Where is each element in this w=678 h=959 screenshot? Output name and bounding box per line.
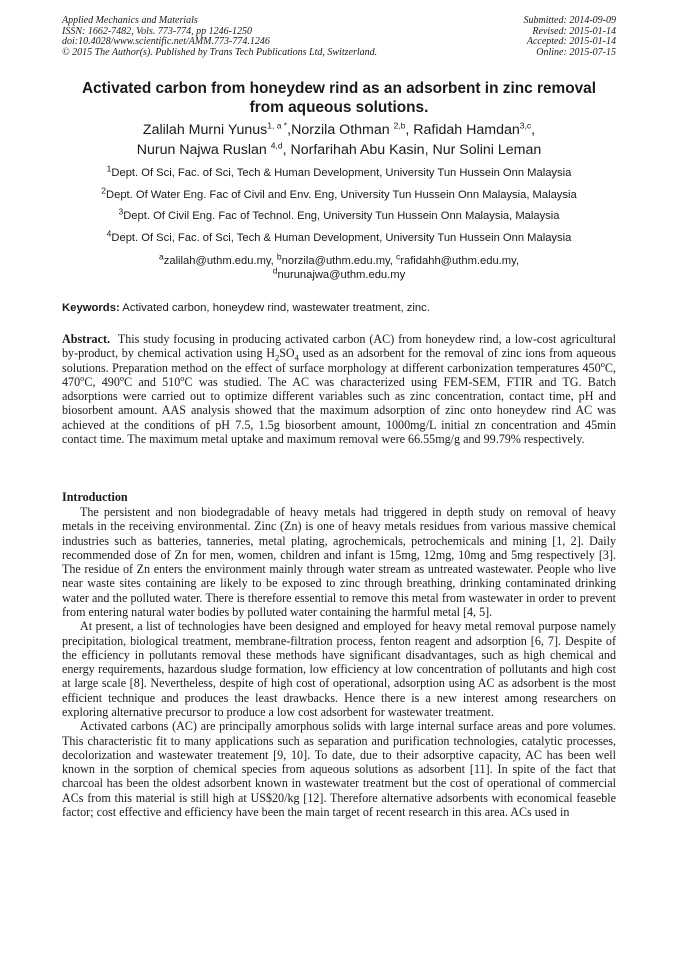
- author-name: Nur Solini Leman: [432, 141, 542, 158]
- abstract: [62, 332, 616, 446]
- abstract-paragraph: [62, 332, 616, 446]
- email-line-1: [40, 251, 638, 269]
- paper-title: [40, 79, 638, 117]
- affiliation-text: Dept. Of Sci, Fac. of Sci, Tech & Human Development, University Tun Hussein Onn Malaysia: [111, 167, 572, 179]
- subscript: 2: [274, 352, 280, 363]
- title-line-2: from aqueous solutions.: [249, 99, 429, 116]
- abstract-text: C, 490: [84, 374, 120, 389]
- affiliation-number: 1: [106, 163, 112, 174]
- date-submitted: Submitted: 2014-09-09: [523, 15, 616, 26]
- affiliation-2: [20, 185, 658, 202]
- abstract-text: C and 510: [124, 374, 181, 389]
- author-name: Norfarihah Abu Kasin: [290, 141, 425, 158]
- introduction-heading: Introduction: [62, 490, 128, 504]
- email-marker: c: [396, 251, 401, 262]
- journal-name: Applied Mechanics and Materials: [62, 15, 198, 26]
- email-line-2: [40, 264, 638, 283]
- email-link[interactable]: norzila@uthm.edu.my,: [281, 255, 396, 267]
- date-online: Online: 2015-07-15: [536, 46, 616, 58]
- subscript: 4: [294, 352, 299, 363]
- intro-paragraph-3: Activated carbons (AC) are principally amorphous solids with large internal surface areas and pore volumes. This characteristic fit to many applications such as separation and purification technologies, catalytic processes, decolorization and wastewater treatement [9, 10]. To date, due to their adsorptive capacity, AC has been well known in the sorption of chemical species from aqueous solutions as adsorbent [11]. In spite of the fact that charcoal has been the oldest adsorbent known in wastewater treatment but the cost of operational of commercial ACs from this material is still high at US$20/kg [12]. Therefore alternative adsorbents with economical feaseble factor; cost effective and efficiency have been the main target of recent research in this area. ACs used in: [62, 719, 616, 819]
- email-link[interactable]: rafidahh@uthm.edu.my,: [400, 255, 519, 267]
- abstract-text: C, 470: [62, 360, 616, 389]
- journal-issn: ISSN: 1662-7482, Vols. 773-774, pp 1246-1250: [62, 25, 252, 37]
- email-link[interactable]: nurunajwa@uthm.edu.my: [277, 268, 406, 281]
- keywords: [62, 302, 618, 314]
- affiliation-1: [20, 163, 658, 180]
- affiliation-number: 3: [118, 206, 124, 217]
- affiliation-number: 2: [101, 185, 107, 196]
- affiliation-text: Dept. Of Civil Eng. Fac of Technol. Eng, University Tun Hussein Onn Malaysia, Malaysia: [123, 210, 560, 222]
- abstract-text: This study focusing in producing activated carbon (AC) from honeydew rind, a low-cost agricultural by-product, by chemical activation using H: [62, 332, 617, 361]
- author-affil-marker: 1, a *: [267, 120, 288, 131]
- date-revised: Revised: 2015-01-14: [532, 25, 616, 37]
- intro-paragraph-1: The persistent and non biodegradable of heavy metals had triggered in depth study on removal of heavy metals in the receiving environmental. Zinc (Zn) is one of heavy metals residues from various massive chemical industries such as batteries, tanneries, metal plating, agrochemicals, petrochemicals and mining [1, 2]. Daily recommended dose of Zn for men, women, children and infant is 15mg, 12mg, 10mg and 5mg respectively [3]. The residue of Zn enters the environment mainly through water stream as untreated wastewater. People who live near waste sites containing are likely to be exposed to zinc through breathing, drinking contaminated drinking water and the polluted water. There is therefore essential to remove this metal from wastewater in order to prevent from entering natural water bodies by polluted water containing the harmful metal [4, 5].: [62, 505, 616, 619]
- degree-mark: o: [119, 372, 125, 383]
- author-line-2: Nurun Najwa Ruslan $^{4,d}$, Norfarihah Abu Kasin, Nur Solini Leman: [136, 139, 542, 158]
- affiliation-4: [20, 228, 658, 245]
- degree-mark: o: [180, 372, 185, 383]
- affiliation-3: [20, 206, 658, 223]
- author-line-1: Zalilah Murni Yunus$^{1, a *}$,Norzila Othman $^{2,b}$, Rafidah Hamdan$^{3,c}$,: [142, 120, 536, 138]
- abstract-text: SO: [279, 346, 295, 361]
- affiliation-text: Dept. Of Water Eng. Fac of Civil and Env. Eng, University Tun Hussein Onn Malaysia, Malaysia: [106, 189, 577, 201]
- degree-mark: o: [80, 372, 85, 383]
- journal-header-right: [524, 16, 617, 58]
- abstract-label: Abstract.: [62, 332, 111, 346]
- author-name: Zalilah Murni Yunus: [142, 122, 268, 138]
- email-marker: d: [272, 264, 278, 275]
- abstract-text: C was studied. The AC was characterized using FEM-SEM, FTIR and TG. Batch adsorptions were carried out to optimize different variables such as zinc concentration, contact time, pH and biosorbent amount. AAS analysis showed that the maximum adsorption of zinc onto honeydew rind AC was achieved at the conditions of pH 7.5, 1.5g biosorbent amount, 1000mg/L initial zn concentration and 45min contact time. The maximum metal uptake and maximum removal were 66.55mg/g and 99.79% respectively.: [62, 374, 616, 446]
- title-line-1: Activated carbon from honeydew rind as an adsorbent in zinc removal: [82, 80, 596, 97]
- author-name: Nurun Najwa Ruslan: [136, 141, 271, 158]
- journal-doi[interactable]: doi:10.4028/www.scientific.net/AMM.773-774.1246: [62, 36, 270, 48]
- keywords-label: Keywords:: [62, 302, 120, 314]
- journal-header-left: [62, 16, 377, 58]
- intro-paragraph-2: At present, a list of technologies have been designed and employed for heavy metal removal purpose namely precipitation, biological treatment, membrane-filtration process, fenton reagent and adsorption [6, 7]. Despite of the efficiency in pollutants removal these methods have significant disadvantages, such as high chemical and energy requirements, hazardous sludge formation, low efficiency at low concentration of pollutants and high cost at large scale [8]. Nevertheless, despite of high cost of operational, adsorption using AC as adsorbent is the most efficient technique and produces the least drawbacks. Hence there is a new interest among researchers on exploring alternative precursor to produce a low cost adsorbent for wastewater treatment.: [62, 619, 616, 719]
- author-affil-marker: 2,b: [393, 120, 406, 131]
- keywords-text: Activated carbon, honeydew rind, wastewater treatment, zinc.: [122, 302, 430, 314]
- affiliation-number: 4: [106, 228, 112, 239]
- date-accepted: Accepted: 2015-01-14: [526, 36, 616, 48]
- author-name: Rafidah Hamdan: [413, 122, 520, 138]
- introduction-section: [62, 505, 616, 819]
- copyright-line: © 2015 The Author(s). Published by Trans Tech Publications Ltd, Switzerland.: [62, 46, 378, 58]
- author-emails: [40, 251, 638, 282]
- author-affil-marker: 4,d: [270, 139, 283, 150]
- email-link[interactable]: zalilah@uthm.edu.my,: [163, 255, 277, 267]
- author-list: [30, 121, 648, 160]
- author-affil-marker: 3,c: [519, 120, 532, 131]
- email-marker: a: [159, 251, 164, 262]
- abstract-text: used as an adsorbent for the removal of zinc ions from aqueous solutions. Preparation method on the effect of surface morphology at different carbonization temperatures 450: [62, 346, 616, 375]
- email-marker: b: [276, 251, 282, 262]
- affiliation-text: Dept. Of Sci, Fac. of Sci, Tech & Human Development, University Tun Hussein Onn Malaysia: [111, 232, 572, 244]
- degree-mark: o: [600, 358, 605, 369]
- author-name: Norzila Othman: [291, 122, 394, 138]
